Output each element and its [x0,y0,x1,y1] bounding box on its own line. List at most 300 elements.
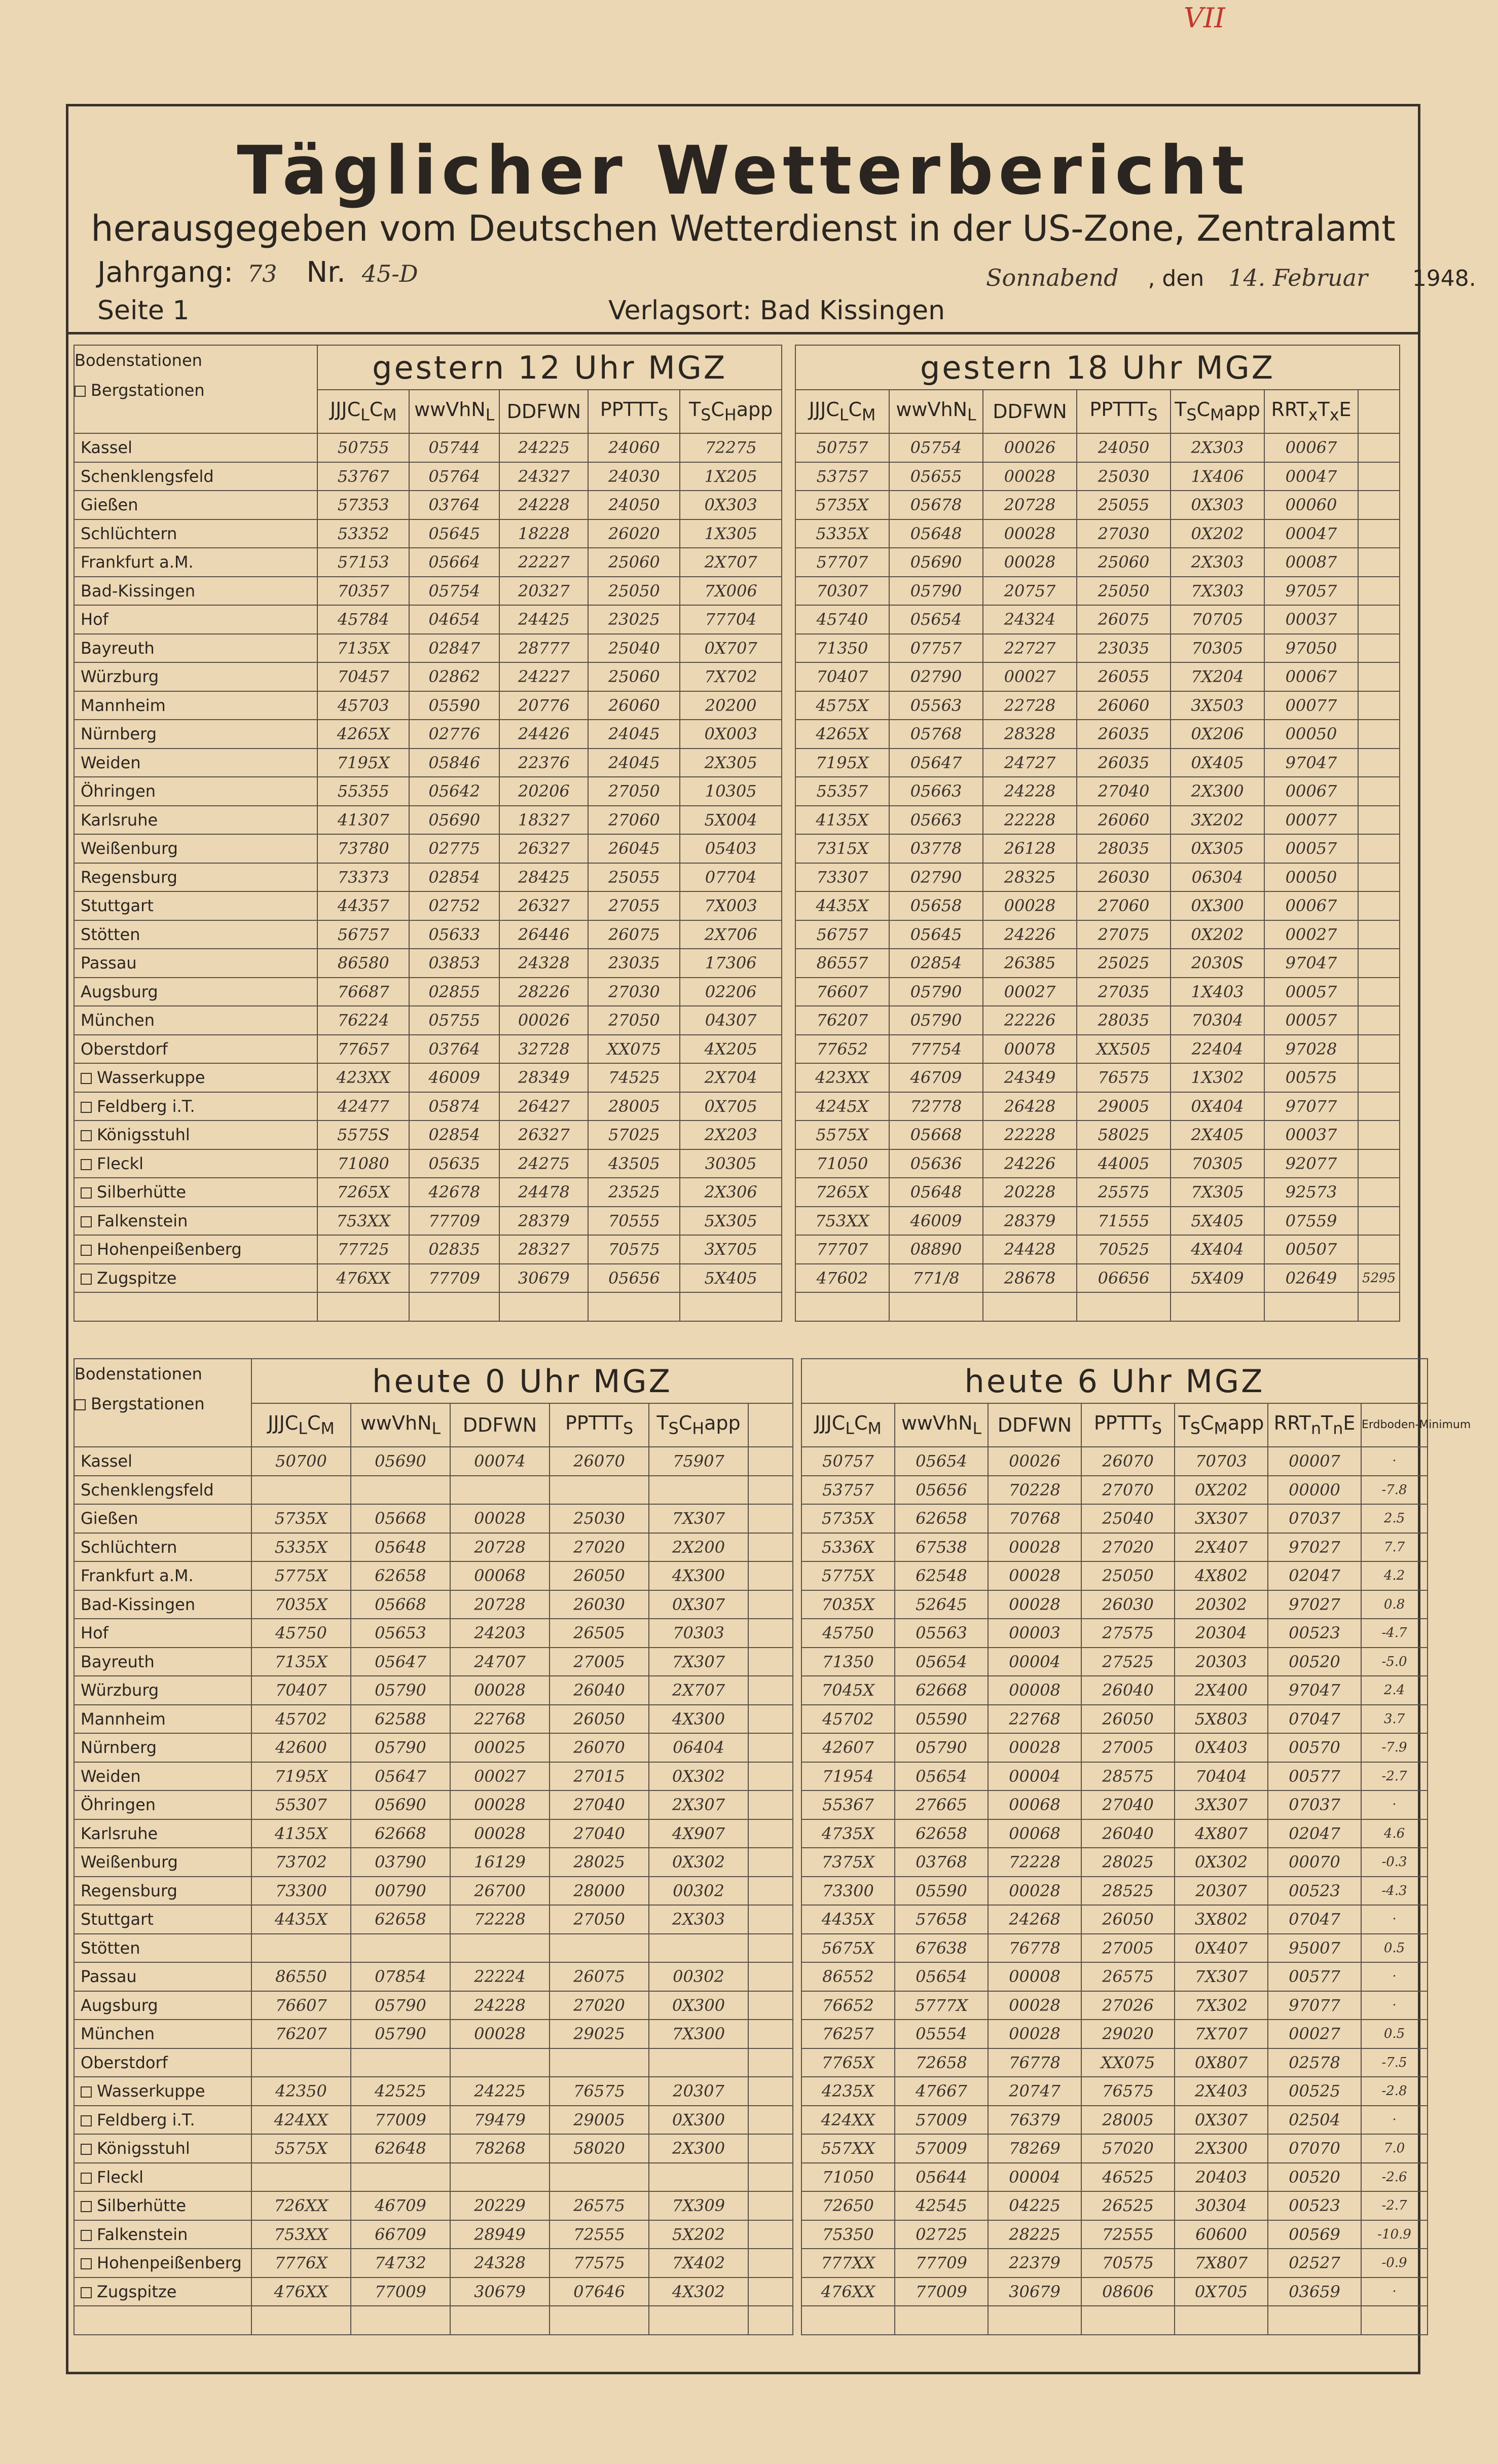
code-group: 05647 [351,1762,450,1791]
station-name [74,2249,251,2278]
code-group: 2X306 [680,1178,782,1207]
code-group: 7X707 [1175,2020,1268,2048]
code-group: 00067 [1264,662,1358,691]
code-group: 00004 [988,2163,1081,2192]
code-group: 46009 [889,1207,983,1236]
code-group: 4X302 [649,2278,748,2306]
empty-cell [801,2306,895,2335]
station-label: Bad-Kissingen [81,581,196,601]
code-group: 00050 [1264,720,1358,749]
code-group: 76607 [795,978,889,1006]
extra-value [1358,920,1400,949]
extra-column-header: Erdboden-Minimum [1361,1403,1428,1447]
code-group: 27040 [550,1819,649,1848]
code-group: 55357 [795,777,889,806]
table-row [74,1590,793,1619]
column-header: $RRT_nT_nE$ [1268,1403,1361,1447]
code-group: 2X403 [1175,2077,1268,2106]
station-label: München [81,1011,155,1030]
table-row [74,978,782,1006]
column-header: wwVhN$_L$ [351,1403,450,1447]
code-group: 7265X [317,1178,409,1207]
code-group [351,2163,450,2192]
station-name [74,2278,251,2306]
code-group: 47602 [795,1264,889,1293]
code-group [550,2048,649,2077]
code-group [351,2048,450,2077]
code-group: 20776 [499,691,588,720]
table-row [74,1934,793,1963]
empty-cell [74,1292,317,1321]
table-row [801,1819,1428,1848]
station-label: Nürnberg [81,724,157,744]
table-row [801,1848,1428,1877]
code-group: 05846 [409,749,499,777]
station-name [74,691,317,720]
station-name [74,2163,251,2192]
code-group: 00520 [1268,2163,1361,2192]
code-group: 7X309 [649,2191,748,2220]
extra-value [1358,1149,1400,1178]
column-header: wwVhN$_L$ [409,390,499,433]
table-row [795,634,1400,663]
code-group: 45702 [801,1705,895,1734]
code-group: 05645 [889,920,983,949]
code-group: 07037 [1268,1504,1361,1533]
code-group: 0X202 [1171,519,1264,548]
station-label: Hof [81,1623,108,1643]
code-group: 4X300 [649,1705,748,1734]
extra-value [1358,806,1400,835]
code-group [649,2163,748,2192]
code-group: 27060 [588,806,680,835]
table-row [74,577,782,606]
code-group: 20200 [680,691,782,720]
blank-cell [748,1762,793,1791]
code-group: 77725 [317,1235,409,1264]
code-group [550,1476,649,1505]
code-group: 7X204 [1171,662,1264,691]
code-group: 56757 [795,920,889,949]
code-group: 26040 [1081,1676,1175,1705]
station-label: Wasserkuppe [97,1068,205,1088]
empty-cell [317,1292,409,1321]
code-group: 27070 [1081,1476,1175,1505]
code-group: 46525 [1081,2163,1175,2192]
code-group [450,2163,550,2192]
code-group: 26050 [1081,1705,1175,1734]
station-name [74,1705,251,1734]
station-name [74,1648,251,1676]
code-group: 00057 [1264,834,1358,863]
empty-cell [409,1292,499,1321]
extra-value: -4.7 [1361,1619,1428,1648]
code-group: 0X300 [649,2106,748,2135]
code-group: 26060 [1077,806,1171,835]
station-label: Silberhütte [97,1182,187,1202]
code-group: 44005 [1077,1149,1171,1178]
station-name [74,662,317,691]
code-group: 2X707 [680,548,782,577]
code-group: 1X305 [680,519,782,548]
code-group: 50755 [317,433,409,462]
code-group [649,1476,748,1505]
table-row [74,749,782,777]
code-group: 00028 [988,1590,1081,1619]
table-row [74,1705,793,1734]
extra-value [1358,863,1400,892]
extra-value: 2.5 [1361,1504,1428,1533]
code-group: 28000 [550,1877,649,1906]
code-group: 24327 [499,462,588,491]
code-group [649,2048,748,2077]
code-group: 07070 [1268,2134,1361,2163]
column-header: wwVhN$_L$ [889,390,983,433]
code-group: 22376 [499,749,588,777]
station-header [74,345,317,433]
station-name [74,548,317,577]
mountain-station-icon [81,2287,92,2298]
code-group: 45750 [801,1619,895,1648]
code-group: 25030 [1077,462,1171,491]
code-group: 3X705 [680,1235,782,1264]
mountain-station-icon [81,1130,92,1141]
jahrgang-label: Jahrgang: [97,256,234,289]
station-name [74,1178,317,1207]
code-group: 57009 [895,2106,988,2135]
code-group: 28328 [983,720,1077,749]
table-row [74,2048,793,2077]
code-group: 29020 [1081,2020,1175,2048]
station-label: Hohenpeißenberg [97,2253,242,2273]
code-group: 27005 [1081,1733,1175,1762]
code-group: 97057 [1264,577,1358,606]
code-group: 22226 [983,1006,1077,1035]
code-group: 00028 [450,1790,550,1819]
blank-cell [748,1447,793,1476]
code-group: 5335X [251,1533,351,1562]
station-name [74,1762,251,1791]
code-group: 20728 [450,1533,550,1562]
code-group: 753XX [795,1207,889,1236]
extra-value: -10.9 [1361,2220,1428,2249]
code-group: 77709 [409,1207,499,1236]
extra-value [1358,720,1400,749]
code-group: 753XX [317,1207,409,1236]
station-name [74,1905,251,1934]
extra-value [1358,634,1400,663]
code-group: 27026 [1081,1991,1175,2020]
code-group: 00028 [450,1676,550,1705]
station-name [74,2106,251,2135]
station-name [74,1848,251,1877]
code-group: 55367 [801,1790,895,1819]
code-group: 3X802 [1175,1905,1268,1934]
code-group: 42607 [801,1733,895,1762]
code-group: 05690 [889,548,983,577]
code-group: 77709 [895,2249,988,2278]
code-group: 05690 [409,806,499,835]
empty-cell [450,2306,550,2335]
code-group: 76778 [988,1934,1081,1963]
code-group: 05648 [889,1178,983,1207]
code-group: 62658 [895,1819,988,1848]
column-header: $JJJC_LC_M$ [317,390,409,433]
station-name [74,2048,251,2077]
mountain-station-icon [81,1159,92,1170]
code-group: 00077 [1264,691,1358,720]
code-group: 04225 [988,2191,1081,2220]
extra-value: -0.9 [1361,2249,1428,2278]
table-row [801,2048,1428,2077]
code-group: 24050 [1077,433,1171,462]
code-group: 23525 [588,1178,680,1207]
station-label: München [81,2024,155,2044]
code-group: 00067 [1264,777,1358,806]
table-row [74,2278,793,2306]
code-group: 7195X [317,749,409,777]
code-group: 1X406 [1171,462,1264,491]
station-label: Karlsruhe [81,810,158,830]
blank-cell [748,1819,793,1848]
code-group: 22768 [450,1705,550,1734]
extra-value: -7.8 [1361,1476,1428,1505]
code-group: 02527 [1268,2249,1361,2278]
empty-cell [351,2306,450,2335]
station-label: Zugspitze [97,1268,177,1288]
column-header: $T_SC_Happ$ [649,1403,748,1447]
table-row [795,433,1400,462]
code-group: 00302 [649,1962,748,1991]
code-group: 00575 [1264,1063,1358,1092]
nr-value: 45-D [361,260,418,287]
station-name [74,1121,317,1149]
code-group: 05563 [895,1619,988,1648]
code-group: 20403 [1175,2163,1268,2192]
code-group: 97077 [1264,1092,1358,1121]
code-group: 2X704 [680,1063,782,1092]
table-row [801,1877,1428,1906]
code-group: 0X302 [649,1848,748,1877]
code-group: 2X200 [649,1533,748,1562]
code-group: 02835 [409,1235,499,1264]
code-group: 20757 [983,577,1077,606]
station-label: Schlüchtern [81,1537,177,1557]
code-group: 45740 [795,605,889,634]
code-group: 70457 [317,662,409,691]
code-group: 25060 [1077,548,1171,577]
table-row [801,2134,1428,2163]
code-group: 00003 [988,1619,1081,1648]
code-group: 00047 [1264,519,1358,548]
code-group: 29005 [1077,1092,1171,1121]
code-group: 77009 [351,2278,450,2306]
code-group: 24727 [983,749,1077,777]
code-group: 00026 [988,1447,1081,1476]
code-group: 60600 [1175,2220,1268,2249]
panel-gestern-12 [74,345,782,1322]
extra-value: -2.8 [1361,2077,1428,2106]
code-group: 26030 [1081,1590,1175,1619]
code-group: 70703 [1175,1447,1268,1476]
empty-cell [895,2306,988,2335]
code-group: 47667 [895,2077,988,2106]
code-group: 62658 [351,1561,450,1590]
code-group: 28225 [988,2220,1081,2249]
code-group: 75907 [649,1447,748,1476]
code-group: 00087 [1264,548,1358,577]
code-group: 70307 [795,577,889,606]
table-row [795,749,1400,777]
code-group: 24030 [588,462,680,491]
code-group [450,2048,550,2077]
code-group: 02649 [1264,1264,1358,1293]
code-group: 95007 [1268,1934,1361,1963]
table-row [795,777,1400,806]
code-group: 76207 [251,2020,351,2048]
blank-cell [748,2163,793,2192]
code-group: 26060 [588,691,680,720]
table-row [74,2191,793,2220]
code-group: 7776X [251,2249,351,2278]
extra-value [1358,1121,1400,1149]
blank-cell [748,2278,793,2306]
code-group: 77657 [317,1035,409,1064]
code-group: 72228 [450,1905,550,1934]
code-group: 5735X [795,491,889,519]
station-name [74,978,317,1006]
code-group: 2X707 [649,1676,748,1705]
station-name [74,1790,251,1819]
table-row [795,462,1400,491]
extra-value [1358,491,1400,519]
table-row [801,2077,1428,2106]
station-label: Weiden [81,1766,141,1786]
code-group: 2X407 [1175,1533,1268,1562]
code-group: 20307 [1175,1877,1268,1906]
blank-cell [748,1561,793,1590]
mountain-station-icon [81,2201,92,2212]
code-group: 45703 [317,691,409,720]
table-row [74,1533,793,1562]
extra-value [1358,1006,1400,1035]
station-name [74,1035,317,1064]
code-group: 5X409 [1171,1264,1264,1293]
code-group: 97047 [1264,749,1358,777]
code-group: 05690 [351,1447,450,1476]
code-group: 97077 [1268,1991,1361,2020]
code-group: 00026 [983,433,1077,462]
extra-value: · [1361,1905,1428,1934]
table-row [74,1264,782,1293]
code-group: 00028 [983,519,1077,548]
table-row [74,1877,793,1906]
table-row [74,1848,793,1877]
extra-value: · [1361,1962,1428,1991]
code-group: 00302 [649,1877,748,1906]
station-name [74,1533,251,1562]
code-group: 77709 [409,1264,499,1293]
table-row [801,1504,1428,1533]
code-group: 28575 [1081,1762,1175,1791]
table-row [74,1991,793,2020]
code-group: 02790 [889,863,983,892]
code-group: 4X802 [1175,1561,1268,1590]
bergstationen-row [75,1389,251,1419]
extra-value [1358,462,1400,491]
table-row [74,891,782,920]
table-row [795,1092,1400,1121]
code-group: 00028 [988,1533,1081,1562]
code-group: 00028 [450,1504,550,1533]
code-group [450,1476,550,1505]
station-header [74,1359,251,1447]
table-row [795,519,1400,548]
station-name [74,949,317,978]
code-group: 0X206 [1171,720,1264,749]
code-group: 00569 [1268,2220,1361,2249]
code-group: 7X300 [649,2020,748,2048]
station-label: Öhringen [81,781,156,801]
table-row [801,2191,1428,2220]
extra-value [1358,949,1400,978]
code-group: 0X405 [1171,749,1264,777]
code-group: 476XX [801,2278,895,2306]
code-group: 02752 [409,891,499,920]
code-group: 23025 [588,605,680,634]
bodenstationen-label: Bodenstationen [75,1364,202,1384]
code-group: 70575 [1081,2249,1175,2278]
code-group: 77707 [795,1235,889,1264]
code-group: 02775 [409,834,499,863]
code-group: 4265X [795,720,889,749]
code-group: 73702 [251,1848,351,1877]
code-group: 00577 [1268,1962,1361,1991]
code-group: 52645 [895,1590,988,1619]
table-row [801,1561,1428,1590]
code-group: 27525 [1081,1648,1175,1676]
code-group: 28379 [499,1207,588,1236]
code-group: 20229 [450,2191,550,2220]
code-group: 05754 [889,433,983,462]
code-group: 05633 [409,920,499,949]
code-group: 50700 [251,1447,351,1476]
code-group: 0X303 [680,491,782,519]
code-group: 25040 [1081,1504,1175,1533]
code-group: 57707 [795,548,889,577]
code-group: 05790 [889,1006,983,1035]
table-row [74,1762,793,1791]
code-group: 24425 [499,605,588,634]
code-group: 26045 [588,834,680,863]
code-group: 22727 [983,634,1077,663]
code-group: 02855 [409,978,499,1006]
code-group: 20728 [983,491,1077,519]
code-group: 27040 [550,1790,649,1819]
code-group: 7195X [795,749,889,777]
table-row [74,1149,782,1178]
station-label: Weiden [81,753,141,772]
code-group: 27050 [588,777,680,806]
empty-cell [1361,2306,1428,2335]
code-group: 76575 [1081,2077,1175,2106]
code-group: 71350 [801,1648,895,1676]
extra-value: -4.3 [1361,1877,1428,1906]
page-title: Täglicher Wetterbericht [237,132,1250,210]
table-row [74,2077,793,2106]
code-group: 76379 [988,2106,1081,2135]
blank-cell [748,2048,793,2077]
